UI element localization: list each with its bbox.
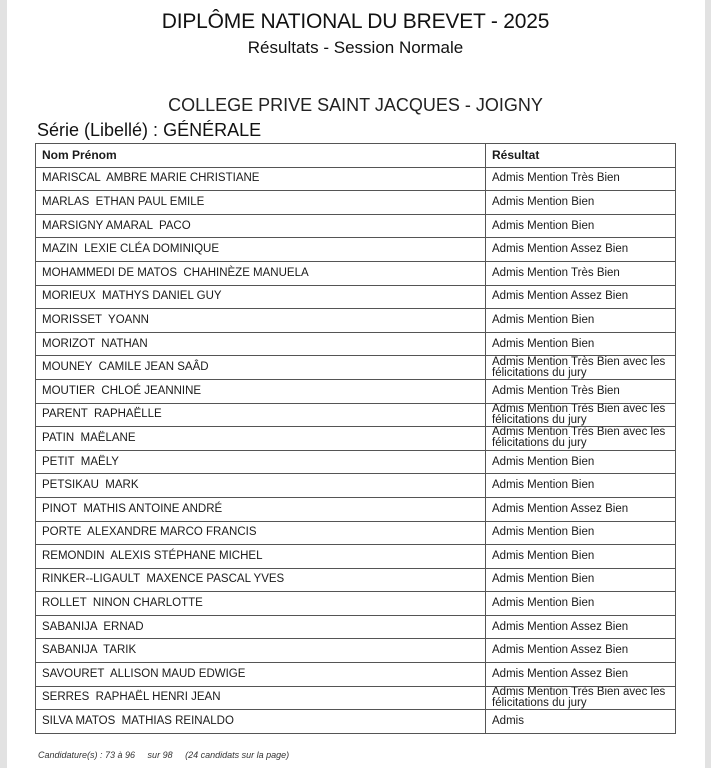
candidate-name: RINKER--LIGAULT MAXENCE PASCAL YVES (36, 568, 486, 592)
candidate-name: MORIZOT NATHAN (36, 332, 486, 356)
candidate-result: Admis Mention Bien (486, 332, 676, 356)
candidate-name: PETSIKAU MARK (36, 474, 486, 498)
candidate-result: Admis Mention Très Bien (486, 379, 676, 403)
table-row (36, 214, 676, 238)
candidate-name: ROLLET NINON CHARLOTTE (36, 592, 486, 616)
candidate-result: Admis Mention Très Bien (486, 261, 676, 285)
candidate-name: SILVA MATOS MATHIAS REINALDO (36, 710, 486, 734)
table-row (36, 285, 676, 309)
table-row (36, 309, 676, 333)
table-row (36, 686, 676, 710)
candidate-result: Admis Mention Bien (486, 592, 676, 616)
candidate-result: Admis Mention Bien (486, 214, 676, 238)
candidate-result: Admis Mention Bien (486, 521, 676, 545)
table-row (36, 615, 676, 639)
candidate-result: Admis (486, 710, 676, 734)
candidate-name: PETIT MAËLY (36, 450, 486, 474)
document-subtitle: Résultats - Session Normale (247, 38, 464, 57)
column-header-name: Nom Prénom (36, 144, 486, 168)
candidate-result: Admis Mention Assez Bien (486, 497, 676, 521)
table-row (36, 332, 676, 356)
serie-value: GÉNÉRALE (158, 120, 262, 140)
candidate-result: Admis Mention Bien (486, 474, 676, 498)
candidate-name: MORIEUX MATHYS DANIEL GUY (36, 285, 486, 309)
table-row (36, 710, 676, 734)
document-title: DIPLÔME NATIONAL DU BREVET - 2025 (161, 10, 550, 33)
candidate-name: MORISSET YOANN (36, 309, 486, 333)
candidate-name: PATIN MAËLANE (36, 427, 486, 451)
candidate-result: Admis Mention Bien (486, 309, 676, 333)
table-row (36, 191, 676, 215)
table-row (36, 568, 676, 592)
candidate-name: PORTE ALEXANDRE MARCO FRANCIS (36, 521, 486, 545)
candidature-footer: Candidature(s) : 73 à 96 sur 98 (24 candidats sur la page) (38, 750, 290, 760)
table-row (36, 379, 676, 403)
candidate-result: Admis Mention Bien (486, 450, 676, 474)
candidate-name: MARLAS ETHAN PAUL EMILE (36, 191, 486, 215)
serie-label: Série (Libellé) : (37, 120, 159, 140)
school-name: COLLEGE PRIVE SAINT JACQUES - JOIGNY (168, 95, 543, 115)
candidate-result: Admis Mention Bien (486, 545, 676, 569)
candidate-name: SAVOURET ALLISON MAUD EDWIGE (36, 663, 486, 687)
candidate-name: MARSIGNY AMARAL PACO (36, 214, 486, 238)
candidate-name: REMONDIN ALEXIS STÉPHANE MICHEL (36, 545, 486, 569)
serie-line (37, 120, 261, 141)
candidate-result: Admis Mention Bien (486, 191, 676, 215)
candidate-result: Admis Mention Très Bien avec les félicitations du jury (486, 427, 676, 451)
candidate-name: SERRES RAPHAËL HENRI JEAN (36, 686, 486, 710)
candidate-result: Admis Mention Assez Bien (486, 615, 676, 639)
table-row (36, 238, 676, 262)
table-row (36, 356, 676, 380)
candidate-result: Admis Mention Assez Bien (486, 238, 676, 262)
table-row (36, 592, 676, 616)
table-row (36, 663, 676, 687)
table-row (36, 639, 676, 663)
candidate-result: Admis Mention Assez Bien (486, 639, 676, 663)
table-row (36, 474, 676, 498)
column-header-result: Résultat (486, 144, 676, 168)
table-header-row (36, 144, 676, 168)
candidate-name: SABANIJA TARIK (36, 639, 486, 663)
table-row (36, 450, 676, 474)
candidate-result: Admis Mention Assez Bien (486, 285, 676, 309)
candidate-name: MOHAMMEDI DE MATOS CHAHINÈZE MANUELA (36, 261, 486, 285)
candidate-name: MOUTIER CHLOÉ JEANNINE (36, 379, 486, 403)
candidate-result: Admis Mention Très Bien avec les félicitations du jury (486, 356, 676, 380)
candidate-result: Admis Mention Très Bien avec les félicitations du jury (486, 403, 676, 427)
results-table (35, 143, 676, 734)
table-row (36, 521, 676, 545)
candidate-name: MOUNEY CAMILE JEAN SAÂD (36, 356, 486, 380)
candidate-result: Admis Mention Très Bien (486, 167, 676, 191)
candidate-name: PARENT RAPHAËLLE (36, 403, 486, 427)
table-row (36, 403, 676, 427)
candidate-name: MAZIN LEXIE CLÉA DOMINIQUE (36, 238, 486, 262)
table-row (36, 167, 676, 191)
candidate-result: Admis Mention Bien (486, 568, 676, 592)
table-row (36, 261, 676, 285)
candidate-name: MARISCAL AMBRE MARIE CHRISTIANE (36, 167, 486, 191)
candidate-name: SABANIJA ERNAD (36, 615, 486, 639)
candidate-result: Admis Mention Très Bien avec les félicitations du jury (486, 686, 676, 710)
candidate-result: Admis Mention Assez Bien (486, 663, 676, 687)
table-row (36, 497, 676, 521)
table-row (36, 545, 676, 569)
table-row (36, 427, 676, 451)
candidate-name: PINOT MATHIS ANTOINE ANDRÉ (36, 497, 486, 521)
